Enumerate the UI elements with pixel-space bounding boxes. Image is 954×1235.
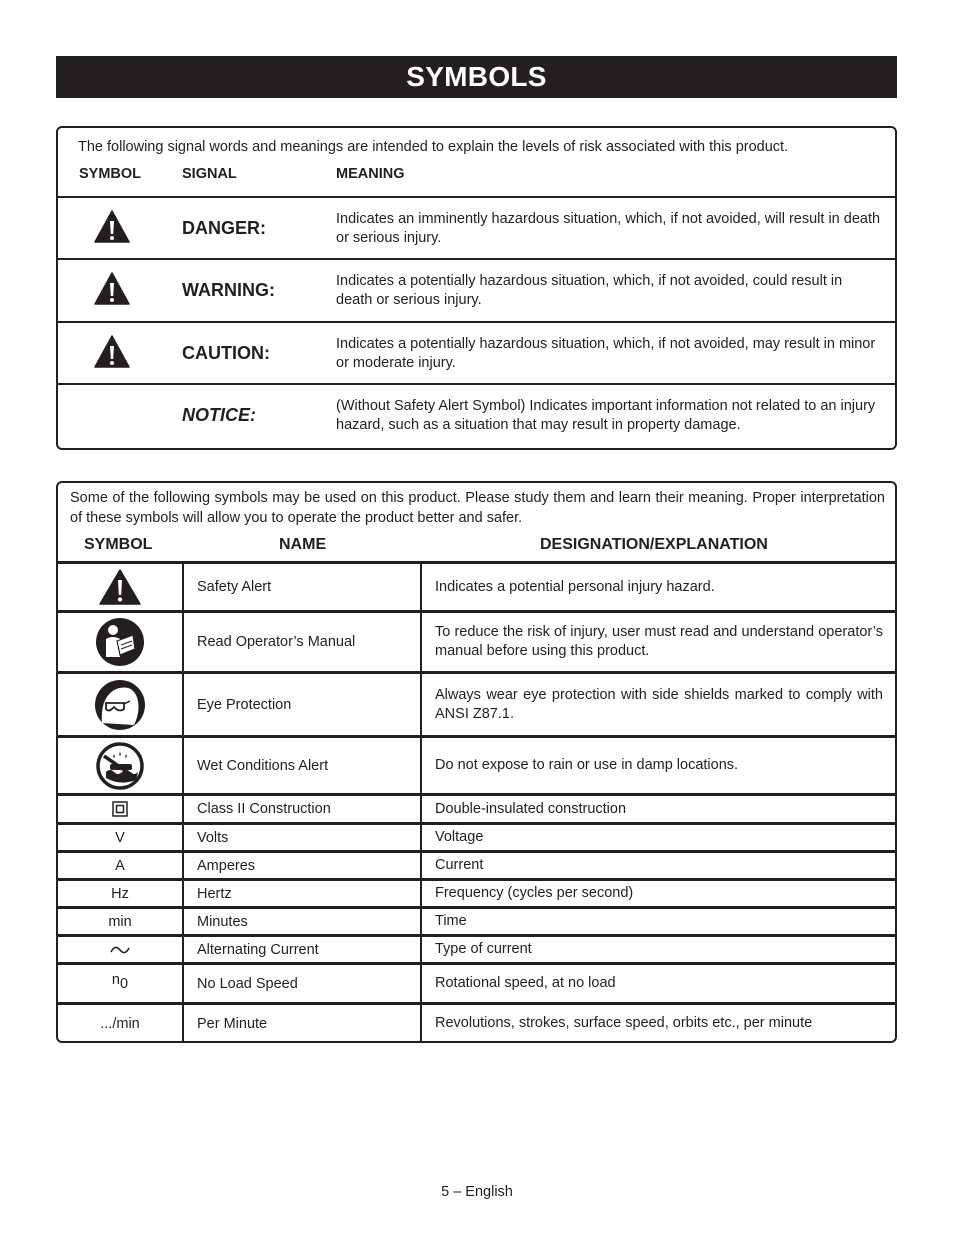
signal-row-warning (58, 258, 895, 320)
symbol-row-no-load-speed (58, 962, 895, 1002)
symbols-panel (56, 481, 897, 1043)
signal-header-signal: SIGNAL (182, 166, 237, 182)
symbol-designation: Voltage (420, 825, 895, 850)
symbol-name: Hertz (182, 881, 420, 906)
symbol-name: Read Operator’s Manual (182, 613, 420, 671)
signal-words-intro: The following signal words and meanings are intended to explain the levels of risk associated with this product. (78, 139, 789, 155)
symbol-text: Hz (111, 885, 129, 902)
signal-word-danger: DANGER: (182, 218, 266, 238)
symbols-intro: Some of the following symbols may be used on this product. Please study them and learn their meaning. Proper interpretation of these symbols will allow you to operate the product better and safer. (70, 490, 885, 526)
wet-conditions-alert-icon (96, 742, 144, 790)
safety-alert-triangle-icon (94, 335, 130, 368)
symbol-text: V (115, 829, 125, 846)
symbols-header-symbol: SYMBOL (84, 536, 153, 553)
alternating-current-icon (110, 944, 130, 956)
signal-meaning-caution: Indicates a potentially hazardous situation, which, if not avoided, may result in minor or moderate injury. (336, 336, 876, 371)
page-footer: 5 – English (441, 1184, 513, 1200)
symbol-name: Eye Protection (182, 674, 420, 735)
symbol-row-per-minute (58, 1002, 895, 1042)
signal-meaning-danger: Indicates an imminently hazardous situation, which, if not avoided, will result in death or serious injury. (336, 211, 881, 246)
symbol-row-read-manual (58, 610, 895, 671)
symbol-text: A (115, 857, 125, 874)
safety-alert-triangle-icon (99, 569, 141, 605)
signal-words-panel (56, 126, 897, 450)
safety-alert-triangle-icon (94, 210, 130, 243)
symbol-designation: Frequency (cycles per second) (420, 881, 895, 906)
symbol-row-class-ii (58, 793, 895, 822)
symbol-designation: Always wear eye protection with side shields marked to comply with ANSI Z87.1. (420, 674, 895, 735)
page-title-text: SYMBOLS (406, 61, 547, 92)
symbol-designation: Current (420, 853, 895, 878)
symbol-name: Volts (182, 825, 420, 850)
symbol-name: Per Minute (182, 1005, 420, 1042)
symbols-header-designation: DESIGNATION/EXPLANATION (540, 536, 768, 553)
signal-meaning-warning: Indicates a potentially hazardous situation, which, if not avoided, could result in death or serious injury. (336, 273, 843, 308)
symbol-designation: Double-insulated construction (420, 796, 895, 822)
symbol-row-wet-conditions (58, 735, 895, 793)
symbol-designation: Revolutions, strokes, surface speed, orbits etc., per minute (420, 1005, 895, 1042)
symbol-text: min (108, 913, 132, 930)
symbol-row-alternating-current (58, 934, 895, 962)
signal-word-notice: NOTICE: (182, 405, 256, 425)
read-manual-icon (95, 617, 145, 667)
symbol-name: Alternating Current (182, 937, 420, 962)
symbol-name: Class II Construction (182, 796, 420, 822)
class-ii-construction-icon (112, 801, 128, 817)
signal-header-meaning: MEANING (336, 166, 405, 182)
safety-alert-triangle-icon (94, 272, 130, 305)
symbol-text: .../min (100, 1015, 140, 1032)
symbol-name: Safety Alert (182, 564, 420, 610)
symbol-name: No Load Speed (182, 965, 420, 1002)
eye-protection-icon (94, 679, 146, 731)
symbol-row-volts (58, 822, 895, 850)
symbol-designation: Type of current (420, 937, 895, 962)
symbols-header-name: NAME (279, 536, 327, 553)
symbol-name: Amperes (182, 853, 420, 878)
symbol-designation: To reduce the risk of injury, user must read and understand operator’s manual before using this product. (420, 613, 895, 671)
symbol-row-hertz (58, 878, 895, 906)
symbol-name: Wet Conditions Alert (182, 738, 420, 793)
signal-word-warning: WARNING: (182, 280, 275, 300)
symbol-row-safety-alert (58, 561, 895, 610)
signal-header-symbol: SYMBOL (79, 166, 142, 182)
symbol-row-eye-protection (58, 671, 895, 735)
signal-word-caution: CAUTION: (182, 343, 270, 363)
signal-row-danger (58, 196, 895, 258)
symbol-designation: Time (420, 909, 895, 934)
signal-meaning-notice: (Without Safety Alert Symbol) Indicates important information not related to an injury hazard, such as a situation that may result in property damage. (336, 398, 876, 433)
signal-row-caution (58, 321, 895, 383)
symbol-row-minutes (58, 906, 895, 934)
symbol-text: n (111, 972, 120, 988)
symbol-designation: Rotational speed, at no load (420, 965, 895, 1002)
page-title (56, 56, 897, 98)
symbol-designation: Do not expose to rain or use in damp locations. (420, 738, 895, 793)
signal-row-notice (58, 383, 895, 448)
symbol-name: Minutes (182, 909, 420, 934)
symbol-designation: Indicates a potential personal injury hazard. (420, 564, 895, 610)
symbol-row-amperes (58, 850, 895, 878)
symbol-subscript: 0 (120, 976, 129, 992)
no-load-speed-symbol (58, 965, 182, 1002)
